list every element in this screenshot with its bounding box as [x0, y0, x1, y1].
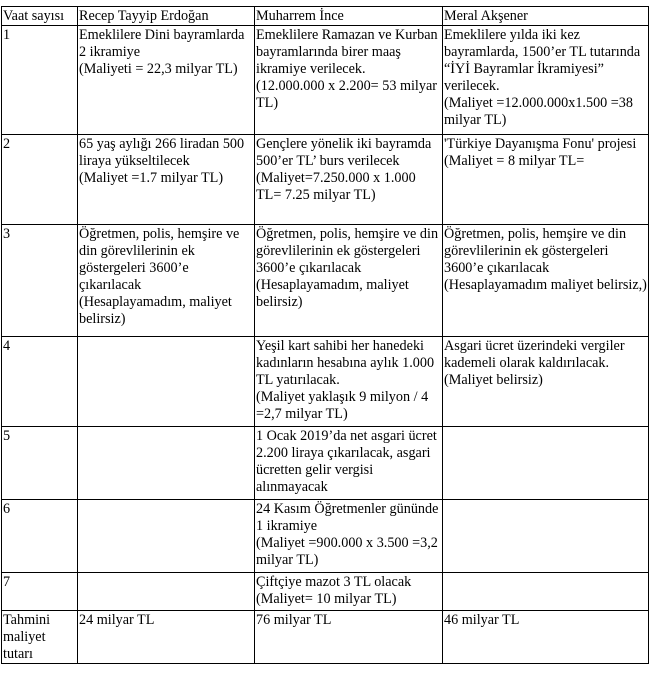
table-row	[2, 500, 649, 573]
row-number-cell: 7	[2, 573, 78, 611]
row-number-cell: 3	[2, 225, 78, 337]
row-number-cell: 1	[2, 26, 78, 135]
erdogan-cell	[78, 427, 255, 500]
erdogan-cell: 65 yaş aylığı 266 liradan 500 liraya yükseltilecek (Maliyet =1.7 milyar TL)	[78, 135, 255, 225]
erdogan-cell: Öğretmen, polis, hemşire ve din görevlilerinin ek göstergeleri 3600’e çıkarılacak (Hesaplayamadım, maliyet belirsiz)	[78, 225, 255, 337]
header-cell-ince: Muharrem İnce	[255, 7, 443, 26]
table-row	[2, 427, 649, 500]
header-cell-aksener: Meral Akşener	[443, 7, 649, 26]
row-number-cell: 4	[2, 337, 78, 427]
erdogan-cell	[78, 500, 255, 573]
aksener-cell: 'Türkiye Dayanışma Fonu' projesi (Maliyet = 8 milyar TL=	[443, 135, 649, 225]
ince-cell: Gençlere yönelik iki bayramda 500’er TL’ burs verilecek (Maliyet=7.250.000 x 1.000 TL= 7.25 milyar TL)	[255, 135, 443, 225]
ince-cell: 24 Kasım Öğretmenler gününde 1 ikramiye (Maliyet =900.000 x 3.500 =3,2 milyar TL)	[255, 500, 443, 573]
total-row	[2, 611, 649, 664]
erdogan-cell	[78, 337, 255, 427]
row-number-cell: 6	[2, 500, 78, 573]
ince-total-cell: 76 milyar TL	[255, 611, 443, 664]
erdogan-total-cell: 24 milyar TL	[78, 611, 255, 664]
ince-cell: Öğretmen, polis, hemşire ve din görevlilerinin ek göstergeleri 3600’e çıkarılacak (Hesaplayamadım, maliyet belirsiz)	[255, 225, 443, 337]
erdogan-cell: Emeklilere Dini bayramlarda 2 ikramiye (Maliyeti = 22,3 milyar TL)	[78, 26, 255, 135]
promise-cost-table	[1, 6, 649, 664]
header-row	[2, 7, 649, 26]
aksener-cell: Öğretmen, polis, hemşire ve din görevlilerinin ek göstergeleri 3600’e çıkarılacak (Hesaplayamadım maliyet belirsiz,)	[443, 225, 649, 337]
aksener-cell	[443, 427, 649, 500]
ince-cell: Çiftçiye mazot 3 TL olacak (Maliyet= 10 milyar TL)	[255, 573, 443, 611]
row-number-cell: 5	[2, 427, 78, 500]
table-row	[2, 573, 649, 611]
aksener-total-cell: 46 milyar TL	[443, 611, 649, 664]
ince-cell: 1 Ocak 2019’da net asgari ücret 2.200 liraya çıkarılacak, asgari ücretten gelir vergisi alınmayacak	[255, 427, 443, 500]
header-cell-erdogan: Recep Tayyip Erdoğan	[78, 7, 255, 26]
table-row	[2, 225, 649, 337]
header-cell-number: Vaat sayısı	[2, 7, 78, 26]
ince-cell: Yeşil kart sahibi her hanedeki kadınların hesabına aylık 1.000 TL yatırılacak. (Maliyet yaklaşık 9 milyon / 4 =2,7 milyar TL)	[255, 337, 443, 427]
table-row	[2, 26, 649, 135]
aksener-cell	[443, 573, 649, 611]
total-label-cell: Tahmini maliyet tutarı	[2, 611, 78, 664]
ince-cell: Emeklilere Ramazan ve Kurban bayramlarında birer maaş ikramiye verilecek. (12.000.000 x 2.200= 53 milyar TL)	[255, 26, 443, 135]
aksener-cell: Asgari ücret üzerindeki vergiler kademeli olarak kaldırılacak. (Maliyet belirsiz)	[443, 337, 649, 427]
aksener-cell: Emeklilere yılda iki kez bayramlarda, 1500’er TL tutarında “İYİ Bayramlar İkramiyesi” verilecek. (Maliyet =12.000.000x1.500 =38 milyar TL)	[443, 26, 649, 135]
erdogan-cell	[78, 573, 255, 611]
table-row	[2, 135, 649, 225]
table-row	[2, 337, 649, 427]
row-number-cell: 2	[2, 135, 78, 225]
aksener-cell	[443, 500, 649, 573]
